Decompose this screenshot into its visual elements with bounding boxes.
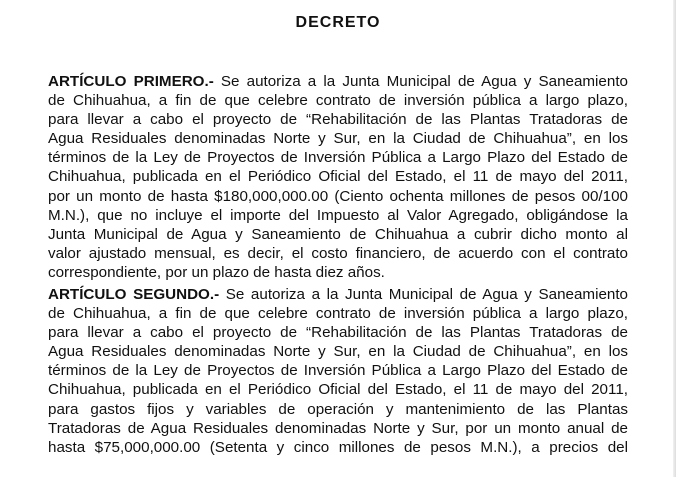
- article-line: para llevar a cabo el proyecto de “Rehabilitación de las Plantas Tratadoras de: [48, 324, 628, 342]
- article-text: Se autoriza a la Junta Municipal de Agua y Saneamiento: [219, 286, 629, 303]
- article-line: términos de la Ley de Proyectos de Inversión Pública a Largo Plazo del Estado de: [48, 362, 628, 380]
- article-line: [48, 285, 628, 304]
- article-segundo: [48, 285, 628, 457]
- article-line: hasta $75,000,000.00 (Setenta y cinco millones de pesos M.N.), a precios del: [48, 438, 628, 456]
- article-line: [48, 72, 628, 91]
- article-line: términos de la Ley de Proyectos de Inversión Pública a Largo Plazo del Estado de: [48, 149, 628, 167]
- article-heading: ARTÍCULO SEGUNDO.-: [48, 286, 220, 303]
- article-primero: [48, 72, 628, 282]
- article-line: Agua Residuales denominadas Norte y Sur, en la Ciudad de Chihuahua”, en los: [48, 130, 628, 148]
- article-line: para llevar a cabo el proyecto de “Rehabilitación de las Plantas Tratadoras de: [48, 111, 628, 129]
- article-line: de Chihuahua, a fin de que celebre contrato de inversión pública a largo plazo,: [48, 92, 628, 110]
- article-line: Chihuahua, publicada en el Periódico Oficial del Estado, el 11 de mayo del 2011,: [48, 168, 628, 186]
- article-line: para gastos fijos y variables de operación y mantenimiento de las Plantas: [48, 400, 628, 418]
- article-line: Junta Municipal de Agua y Saneamiento de Chihuahua a cubrir dicho monto al: [48, 225, 628, 243]
- article-line: Tratadoras de Agua Residuales denominadas Norte y Sur, por un monto anual de: [48, 419, 628, 437]
- article-line: Chihuahua, publicada en el Periódico Oficial del Estado, el 11 de mayo del 2011,: [48, 381, 628, 399]
- document-title: DECRETO: [295, 14, 381, 31]
- article-heading: ARTÍCULO PRIMERO.-: [48, 73, 214, 90]
- article-line: Agua Residuales denominadas Norte y Sur, en la Ciudad de Chihuahua”, en los: [48, 343, 628, 361]
- article-line: de Chihuahua, a fin de que celebre contrato de inversión pública a largo plazo,: [48, 305, 628, 323]
- article-text: Se autoriza a la Junta Municipal de Agua y Saneamiento: [213, 73, 628, 90]
- article-line: por un monto de hasta $180,000,000.00 (Ciento ochenta millones de pesos 00/100: [48, 187, 628, 205]
- article-line: M.N.), que no incluye el importe del Impuesto al Valor Agregado, obligándose la: [48, 206, 628, 224]
- article-line: valor ajustado mensual, es decir, el costo financiero, de acuerdo con el contrato: [48, 244, 628, 262]
- article-line: correspondiente, por un plazo de hasta diez años.: [48, 263, 385, 281]
